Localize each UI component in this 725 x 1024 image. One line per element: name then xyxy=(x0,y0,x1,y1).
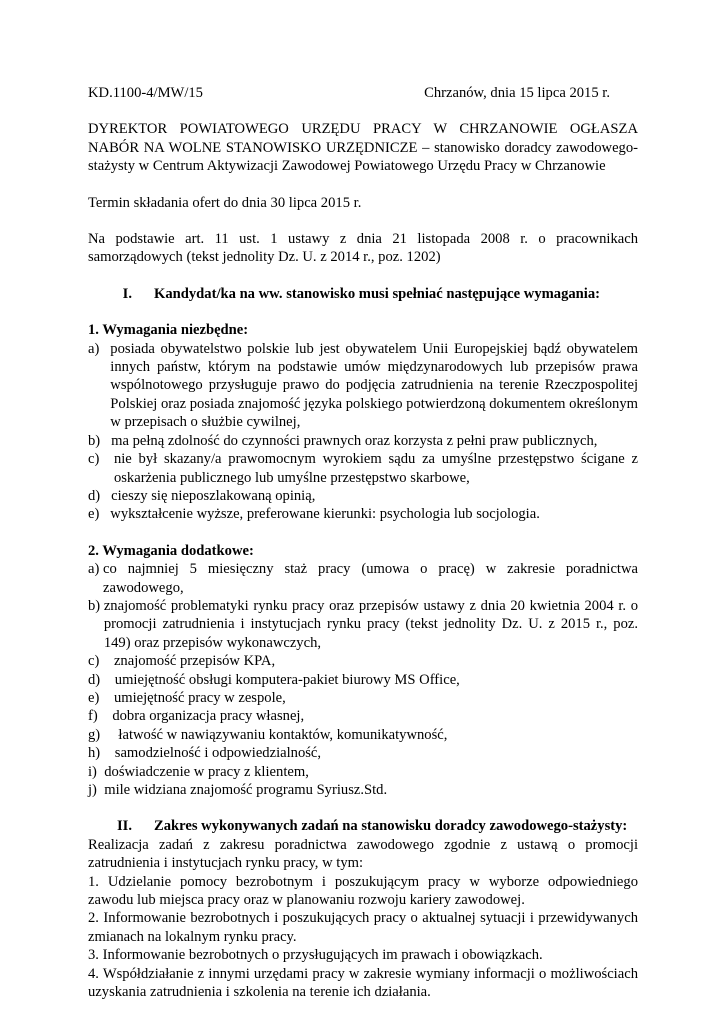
item-label: f) xyxy=(88,708,98,725)
list-item xyxy=(88,763,638,781)
item-text: umiejętność pracy w zespole, xyxy=(113,689,286,706)
list-item xyxy=(88,560,638,597)
tasks-list xyxy=(88,873,638,1002)
item-text: posiada obywatelstwo polskie lub jest obywatelem Unii Europejskiej bądź obywatelem innych państw, którym na podstawie umów międzynarodowych lub przepisów prawa wspólnotowego przysługuje prawo do podjęcia zatrudnienia na terenie Rzeczpospolitej Polskiej oraz posiada znajomość języka polskiego potwierdzoną dokumentem określonym w przepisach o służbie cywilnej, xyxy=(110,340,638,431)
list-item: 2. Informowanie bezrobotnych i poszukujących pracy o aktualnej sytuacji i przewidywanych zmianach na lokalnym rynku pracy. xyxy=(88,910,638,945)
item-text: nie był skazany/a prawomocnym wyrokiem sądu za umyślne przestępstwo ścigane z oskarżenia publicznego lub umyślne przestępstwo skarbowe, xyxy=(113,451,638,486)
item-text: mile widziana znajomość programu Syriusz.Std. xyxy=(104,782,388,798)
item-label: i) xyxy=(88,763,97,780)
legal-basis: Na podstawie art. 11 ust. 1 ustawy z dnia 21 listopada 2008 r. o pracownikach samorządowych (tekst jednolity Dz. U. z 2014 r., poz. 1202) xyxy=(88,231,638,266)
announcement-title: DYREKTOR POWIATOWEGO URZĘDU PRACY W CHRZANOWIE OGŁASZA NABÓR NA WOLNE STANOWISKO URZĘDNICZE – stanowisko doradcy zawodowego-stażysty w Centrum Aktywizacji Zawodowej Powiatowego Urzędu Pracy w Chrzanowie xyxy=(88,121,638,175)
item-label: h) xyxy=(88,745,101,762)
list-item xyxy=(88,652,638,670)
section-1-heading xyxy=(88,285,638,303)
item-text: doświadczenie w pracy z klientem, xyxy=(104,763,309,780)
list-item xyxy=(88,707,638,725)
required-list xyxy=(88,340,638,524)
item-text: dobra organizacja pracy własnej, xyxy=(112,708,305,725)
item-text: ma pełną zdolność do czynności prawnych oraz korzysta z pełni praw publicznych, xyxy=(111,432,598,449)
item-text: wykształcenie wyższe, preferowane kierunki: psychologia lub socjologia. xyxy=(110,506,540,523)
item-text: cieszy się nieposzlakowaną opinią, xyxy=(111,487,316,504)
list-item xyxy=(88,726,638,744)
deadline: Termin składania ofert do dnia 30 lipca 2015 r. xyxy=(88,194,362,211)
section-1-number: I. xyxy=(122,285,132,302)
document-page xyxy=(88,84,638,1001)
item-text: co najmniej 5 miesięczny staż pracy (umowa o pracę) w zakresie poradnictwa zawodowego, xyxy=(103,561,638,596)
list-item xyxy=(88,450,638,487)
list-item xyxy=(88,689,638,707)
reference-number: KD.1100-4/MW/15 xyxy=(88,85,203,101)
item-text: znajomość problematyki rynku pracy oraz przepisów ustawy z dnia 20 kwietnia 2004 r. o promocji zatrudnienia i instytucjach rynku pracy (tekst jednolity Dz. U. z 2015 r., poz. 149) oraz przepisów wykonawczych, xyxy=(103,597,638,651)
item-label: c) xyxy=(88,653,100,670)
item-text: znajomość przepisów KPA, xyxy=(113,653,276,670)
section-2-title: Zakres wykonywanych zadań na stanowisku doradcy zawodowego-stażysty: xyxy=(154,818,628,835)
list-item: 1. Udzielanie pomocy bezrobotnym i poszukującym pracy w wyborze odpowiedniego zawodu lub miejsca pracy oraz w planowaniu rozwoju kariery zawodowej. xyxy=(88,873,638,909)
item-text: łatwość w nawiązywaniu kontaktów, komunikatywność, xyxy=(118,726,448,743)
item-label: d) xyxy=(88,487,101,504)
required-heading: 1. Wymagania niezbędne: xyxy=(88,322,249,339)
section-2-heading xyxy=(88,817,638,835)
list-item xyxy=(88,744,638,762)
place-date: Chrzanów, dnia 15 lipca 2015 r. xyxy=(424,85,610,101)
item-label: e) xyxy=(88,689,100,706)
item-label: b) xyxy=(88,432,101,449)
item-label: a) xyxy=(88,561,100,578)
list-item: 4. Współdziałanie z innymi urzędami pracy w zakresie wymiany informacji o możliwościach uzyskania zatrudnienia i szkolenia na terenie ich działania. xyxy=(88,965,638,1001)
item-label: c) xyxy=(88,451,100,468)
additional-list xyxy=(88,560,638,799)
item-label: b) xyxy=(88,597,101,614)
list-item xyxy=(88,487,638,505)
section-1-title: Kandydat/ka na ww. stanowisko musi spełniać następujące wymagania: xyxy=(154,285,600,302)
item-text: umiejętność obsługi komputera-pakiet biurowy MS Office, xyxy=(114,671,460,688)
item-label: g) xyxy=(88,726,101,743)
item-label: d) xyxy=(88,671,101,688)
list-item: 3. Informowanie bezrobotnych o przysługujących im prawach i obowiązkach. xyxy=(88,947,543,964)
additional-heading: 2. Wymagania dodatkowe: xyxy=(88,542,254,559)
item-label: j) xyxy=(88,782,97,798)
list-item xyxy=(88,432,638,450)
list-item xyxy=(88,597,638,652)
list-item xyxy=(88,340,638,432)
list-item xyxy=(88,671,638,689)
item-label: a) xyxy=(88,340,100,357)
section-2-intro: Realizacja zadań z zakresu poradnictwa zawodowego zgodnie z ustawą o promocji zatrudnienia i instytucjach rynku pracy, w tym: xyxy=(88,836,638,872)
item-label: e) xyxy=(88,506,100,523)
list-item xyxy=(88,781,638,799)
list-item xyxy=(88,505,638,523)
header-row xyxy=(88,84,638,102)
section-2-number: II. xyxy=(116,818,132,835)
item-text: samodzielność i odpowiedzialność, xyxy=(114,745,322,762)
